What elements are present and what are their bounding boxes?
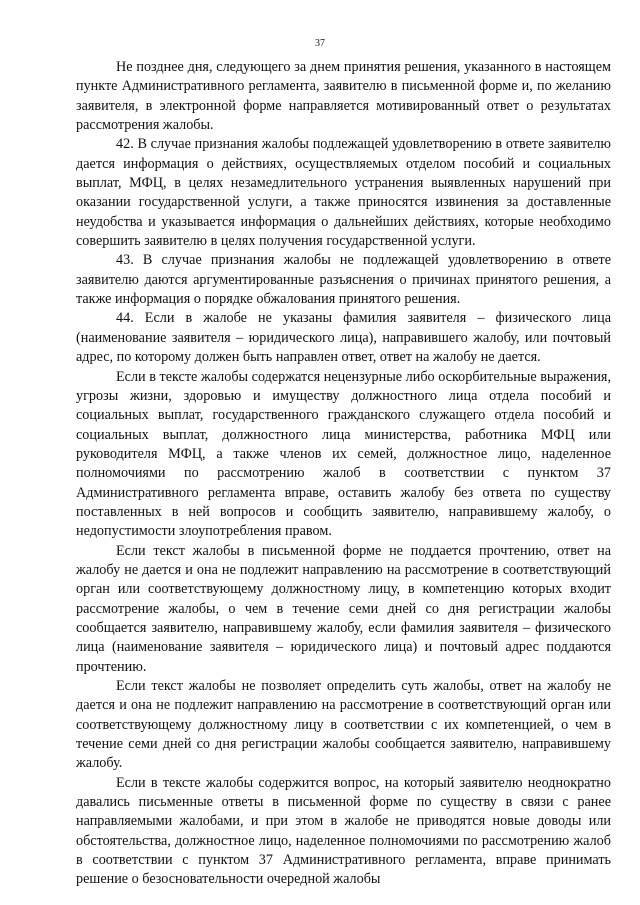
- paragraph-response-deadline: Не позднее дня, следующего за днем принятия решения, указанного в настоящем пункте Административного регламента, заявителю в письменной форме и, по желанию заявителя, в электронной форме направляется мотивированный ответ о результатах рассмотрения жалобы.: [76, 59, 611, 134]
- paragraph-44: 44. Если в жалобе не указаны фамилия заявителя – физического лица (наименование заявителя – юридического лица), направившего жалобу, или почтовый адрес, по которому должен быть направлен ответ, ответ на жалобу не дается.: [76, 310, 611, 366]
- paragraph-42: 42. В случае признания жалобы подлежащей удовлетворению в ответе заявителю дается информация о действиях, осуществляемых отделом пособий и социальных выплат, МФЦ, в целях незамедлительного устранения выявленных нарушений при оказании государственной услуги, а также приносятся извинения за доставленные неудобства и указывается информация о дальнейших действиях, которые необходимо совершить заявителю в целях получения государственной услуги.: [76, 136, 611, 250]
- document-text-body: [76, 58, 611, 890]
- paragraph-undefined-essence: Если текст жалобы не позволяет определить суть жалобы, ответ на жалобу не дается и она не подлежит направлению на рассмотрение в соответствующий орган или соответствующему должностному лицу в соответствии с их компетенцией, о чем в течение семи дней со дня регистрации жалобы сообщается заявителю, направившему жалобу.: [76, 678, 611, 772]
- paragraph-43: 43. В случае признания жалобы не подлежащей удовлетворению в ответе заявителю даются аргументированные разъяснения о причинах принятого решения, а также информация о порядке обжалования принятого решения.: [76, 252, 611, 308]
- paragraph-offensive-content: Если в тексте жалобы содержатся нецензурные либо оскорбительные выражения, угрозы жизни, здоровью и имуществу должностного лица отдела пособий и социальных выплат, государственного гражданского служащего отдела пособий и социальных выплат, должностного лица министерства, работника МФЦ или руководителя МФЦ, а также членов их семей, должностное лицо, наделенное полномочиями по рассмотрению жалоб в соответствии с пунктом 37 Административного регламента вправе, оставить жалобу без ответа по существу поставленных в ней вопросов и сообщить заявителю, направившему жалобу, о недопустимости злоупотребления правом.: [76, 368, 611, 540]
- page-number: 37: [315, 38, 325, 49]
- paragraph-repeated-question: Если в тексте жалобы содержится вопрос, на который заявителю неоднократно давались письменные ответы в письменной форме по существу в связи с ранее направляемыми жалобами, и при этом в жалобе не приводятся новые доводы или обстоятельства, должностное лицо, наделенное полномочиями по рассмотрению жалоб в соответствии с пунктом 37 Административного регламента, вправе принимать решение о безосновательности очередной жалобы: [76, 774, 611, 888]
- paragraph-unreadable-text: Если текст жалобы в письменной форме не поддается прочтению, ответ на жалобу не дается и она не подлежит направлению на рассмотрение в соответствующий орган или соответствующему должностному лицу, в компетенцию которых входит рассмотрение жалобы, о чем в течение семи дней со дня регистрации жалобы сообщается заявителю, направившему жалобу, если фамилия заявителя – физического лица (наименование заявителя – юридического лица) и почтовый адрес поддаются прочтению.: [76, 542, 611, 675]
